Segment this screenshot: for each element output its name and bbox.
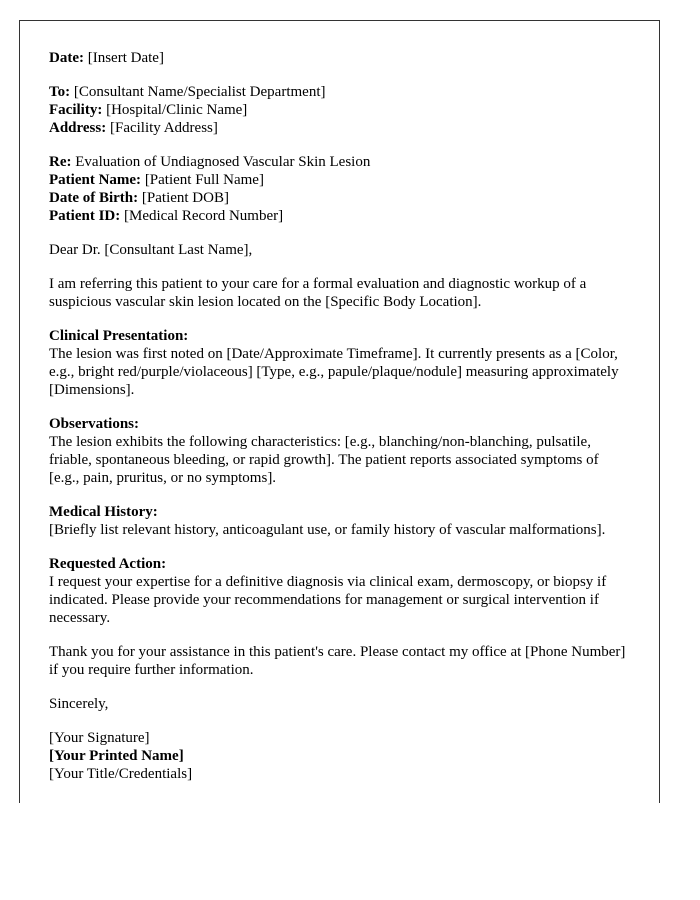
- section-body: I request your expertise for a definitive diagnosis via clinical exam, dermoscopy, or biopsy if indicated. Please provide your recommendations for management or surgical intervention if necessary.: [49, 574, 607, 626]
- patient-id-label: Patient ID:: [49, 208, 121, 224]
- dob-label: Date of Birth:: [49, 190, 139, 206]
- section-body: The lesion was first noted on [Date/Approximate Timeframe]. It currently presents as a [Color, e.g., bright red/purple/violaceous] [Type, e.g., papule/plaque/nodule] measuring approximately [Dimensions].: [49, 346, 619, 398]
- section-heading: Clinical Presentation:: [49, 328, 189, 344]
- patient-block: [49, 153, 629, 225]
- intro-paragraph: I am referring this patient to your care for a formal evaluation and diagnostic workup of a suspicious vascular skin lesion located on the [Specific Body Location].: [49, 276, 587, 310]
- letter-page: [19, 20, 660, 803]
- closing-paragraph: Thank you for your assistance in this patient's care. Please contact my office at [Phone Number] if you require further information.: [49, 644, 626, 678]
- printed-name: [Your Printed Name]: [49, 748, 184, 764]
- date-label: Date:: [49, 50, 84, 66]
- date-value: [Insert Date]: [87, 50, 164, 66]
- patient-name-label: Patient Name:: [49, 172, 142, 188]
- section-heading: Medical History:: [49, 504, 158, 520]
- section-heading: Observations:: [49, 416, 139, 432]
- section-clinical-presentation: [49, 327, 629, 399]
- title-credentials: [Your Title/Credentials]: [49, 766, 193, 782]
- patient-id-value: [Medical Record Number]: [124, 208, 284, 224]
- facility-label: Facility:: [49, 102, 103, 118]
- patient-name-value: [Patient Full Name]: [144, 172, 264, 188]
- signature: [Your Signature]: [49, 730, 150, 746]
- address-label: Address:: [49, 120, 107, 136]
- section-requested-action: [49, 555, 629, 627]
- section-body: [Briefly list relevant history, anticoagulant use, or family history of vascular malformations].: [49, 522, 606, 538]
- recipient-block: [49, 83, 629, 137]
- date-block: [49, 49, 629, 67]
- address-value: [Facility Address]: [109, 120, 218, 136]
- section-medical-history: [49, 503, 629, 539]
- section-body: The lesion exhibits the following characteristics: [e.g., blanching/non-blanching, pulsatile, friable, spontaneous bleeding, or rapid growth]. The patient reports associated symptoms of [e.g., pain, pruritus, or no symptoms].: [49, 434, 599, 486]
- facility-value: [Hospital/Clinic Name]: [106, 102, 248, 118]
- signature-block: [49, 729, 629, 783]
- dob-value: [Patient DOB]: [141, 190, 229, 206]
- to-value: [Consultant Name/Specialist Department]: [73, 84, 326, 100]
- to-label: To:: [49, 84, 71, 100]
- section-heading: Requested Action:: [49, 556, 167, 572]
- section-observations: [49, 415, 629, 487]
- re-label: Re:: [49, 154, 72, 170]
- re-value: Evaluation of Undiagnosed Vascular Skin Lesion: [75, 154, 371, 170]
- signoff: Sincerely,: [49, 696, 109, 712]
- salutation: Dear Dr. [Consultant Last Name],: [49, 242, 253, 258]
